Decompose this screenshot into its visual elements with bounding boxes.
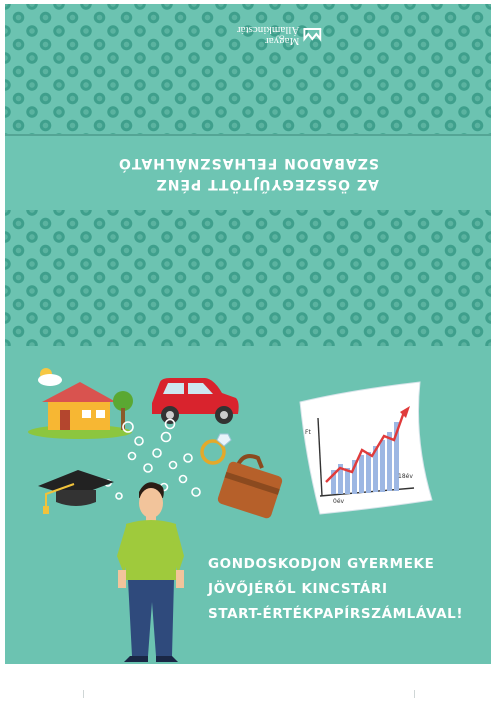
slogan-line-1: AZ ÖSSZEGYŰJTÖTT PÉNZ (155, 176, 379, 192)
logo-line-2: Államkincstár (236, 24, 299, 36)
headline (208, 552, 478, 627)
briefcase-icon (217, 456, 284, 519)
headline-line-2: JÖVŐJÉRŐL KINCSTÁRI (208, 581, 388, 597)
sun-cloud-icon (38, 368, 62, 386)
crop-mark-right (414, 690, 415, 698)
car-icon (152, 378, 239, 424)
house-icon (28, 382, 133, 439)
logo-line-1: Magyar (264, 35, 299, 47)
ring-icon (202, 434, 231, 463)
headline-line-3: START-ÉRTÉKPAPÍRSZÁMLÁVAL! (208, 606, 464, 622)
boy-figure (117, 482, 184, 662)
slogan-line-2: SZABADON FELHASZNÁLHATÓ (117, 155, 379, 171)
growth-chart-icon (300, 382, 432, 514)
crop-mark-left (83, 690, 84, 698)
chart-start-label: 0év (333, 498, 345, 505)
headline-line-1: GONDOSKODJON GYERMEKE (208, 556, 435, 572)
graduation-cap-icon (38, 470, 114, 514)
chart-end-label: 18év (398, 473, 413, 480)
chart-y-label: Ft (305, 429, 311, 436)
